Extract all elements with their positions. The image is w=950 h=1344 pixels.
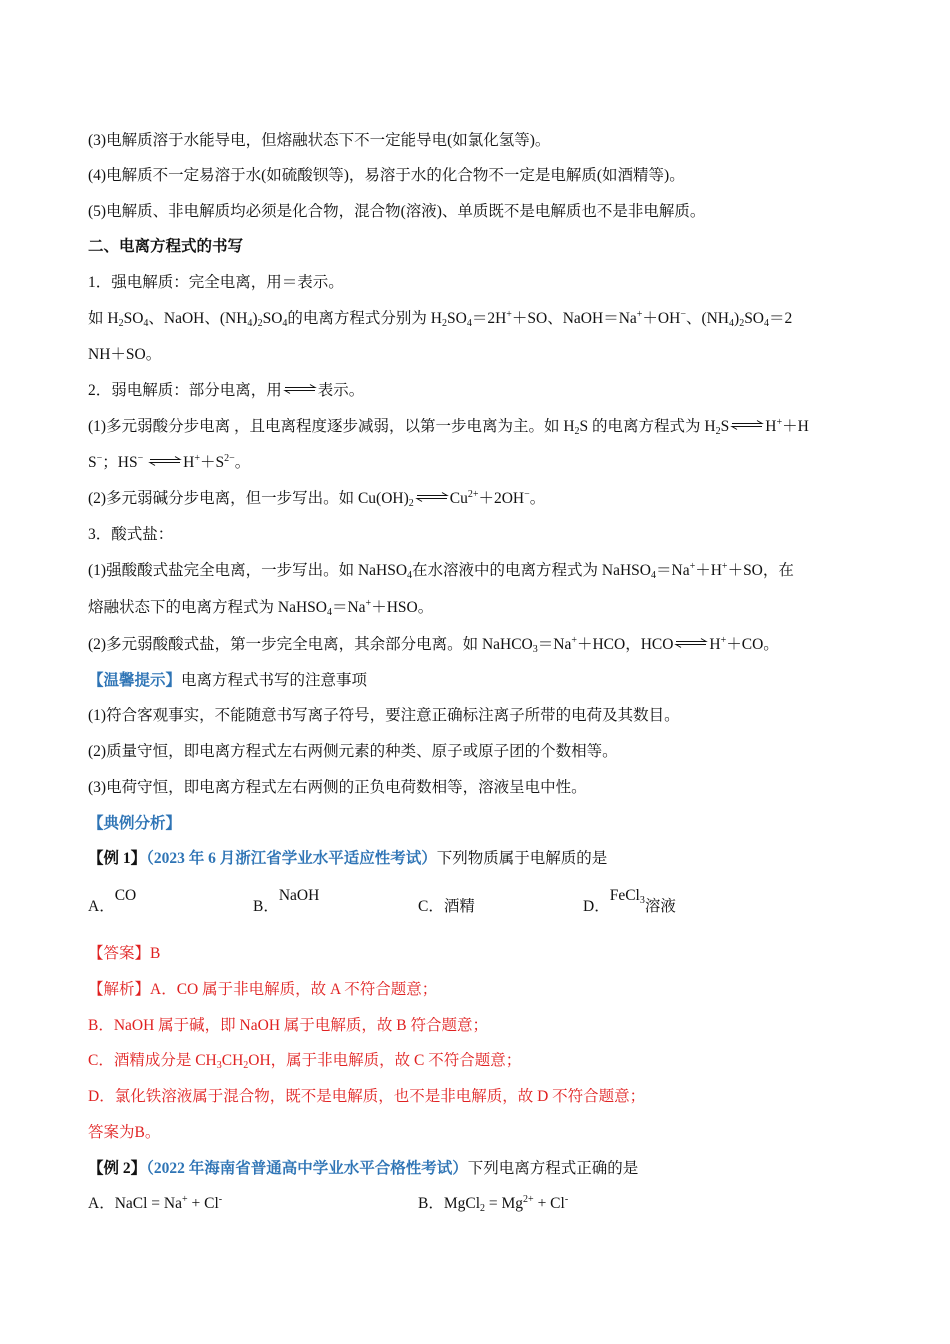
- weak-acid-salt-line: (2)多元弱酸酸式盐，第一步完全电离，其余部分电离。如 NaHCO$_3$＝Na+＋HCO，HCO H+＋CO。: [88, 635, 779, 655]
- example-1-option-b[interactable]: B．NaOH: [253, 887, 320, 915]
- weak-base-line: (2)多元弱碱分步电离，但一步写出。如 $Cu(OH)_2$ $Cu^{2+}+2OH^-$。: [88, 489, 546, 509]
- tip-label: 【温馨提示】: [88, 672, 182, 689]
- section-heading: 二、电离方程式的书写: [88, 238, 244, 255]
- strong-electrolyte-example: 如 $H_2SO_4$、NaOH、$(NH_4)_2SO_4$的电离方程式分别为 $H_2SO_4=2H^++SO$、NaOH＝Na+＋OH−、$(NH_4)_2SO_4=2$: [88, 309, 793, 329]
- weak-acid-line: (1)多元弱酸分步电离 ，且电离程度逐步减弱，以第一步电离为主。如 $H_2S$ 的电离方程式为 $H_2S$ H+＋H: [88, 417, 809, 437]
- equilibrium-arrow-icon: [730, 420, 764, 430]
- example-1-analysis-d: D．氯化铁溶液属于混合物，既不是电解质，也不是非电解质，故 D 不符合题意；: [88, 1088, 646, 1105]
- example-1-option-a[interactable]: A．CO: [88, 887, 137, 915]
- equilibrium-arrow-icon: [415, 492, 449, 502]
- example-2-option-b[interactable]: B．MgCl$_2$ = $Mg^{2+} + Cl^-$: [418, 1194, 569, 1214]
- weak-electrolyte-title: 2．弱电解质：部分电离，用 表示。: [88, 382, 365, 399]
- equilibrium-arrow-icon: [148, 456, 182, 466]
- example-2-option-a[interactable]: A．NaCl = Na+ + Cl-: [88, 1194, 223, 1212]
- strong-acid-salt-line-cont: 熔融状态下的电离方程式为 NaHSO$_4$＝Na+＋HSO。: [88, 598, 434, 618]
- example-1-answer: 【答案】B: [88, 945, 161, 962]
- note-3: (3)电解质溶于水能导电，但熔融状态下不一定能导电(如氯化氢等)。: [88, 132, 551, 149]
- strong-electrolyte-example-cont: NH＋SO。: [88, 346, 162, 363]
- example-1-analysis-a: 【解析】A．CO 属于非电解质，故 A 不符合题意；: [88, 981, 438, 998]
- example-1-option-c[interactable]: C．酒精: [418, 898, 475, 915]
- strong-acid-salt-line: (1)强酸酸式盐完全电离，一步写出。如 NaHSO$_4$在水溶液中的电离方程式为 NaHSO$_4$＝Na+＋H+＋SO，在: [88, 561, 794, 581]
- example-1-source: （2023 年 6 月浙江省学业水平适应性考试）: [146, 850, 437, 867]
- note-5: (5)电解质、非电解质均必须是化合物，混合物(溶液)、单质既不是电解质也不是非电解质。: [88, 203, 706, 220]
- example-1-analysis-b: B．NaOH 属于碱，即 NaOH 属于电解质，故 B 符合题意；: [88, 1017, 488, 1034]
- example-1-analysis-c: C．酒精成分是 $CH_3CH_2OH$，属于非电解质，故 C 不符合题意；: [88, 1052, 522, 1071]
- example-2-source: （2022 年海南省普通高中学业水平合格性考试）: [146, 1160, 468, 1177]
- tip-item-3: (3)电荷守恒，即电离方程式左右两侧的正负电荷数相等，溶液呈电中性。: [88, 779, 587, 796]
- note-4: (4)电解质不一定易溶于水(如硫酸钡等)，易溶于水的化合物不一定是电解质(如酒精等)。: [88, 167, 685, 184]
- examples-heading: 【典例分析】: [88, 815, 182, 832]
- example-1-analysis-e: 答案为B。: [88, 1124, 161, 1141]
- equilibrium-arrow-icon: [283, 384, 317, 394]
- example-2-question: 【例 2】（2022 年海南省普通高中学业水平合格性考试）下列电离方程式正确的是: [88, 1160, 639, 1177]
- acid-salt-title: 3．酸式盐：: [88, 526, 174, 543]
- equilibrium-arrow-icon: [674, 638, 708, 648]
- tip-item-2: (2)质量守恒，即电离方程式左右两侧元素的种类、原子或原子团的个数相等。: [88, 743, 618, 760]
- example-1-question: 【例 1】（2023 年 6 月浙江省学业水平适应性考试）下列物质属于电解质的是: [88, 850, 608, 867]
- tip-line: 【温馨提示】电离方程式书写的注意事项: [88, 672, 368, 689]
- example-1-option-d[interactable]: D．FeCl$_3$溶液: [583, 887, 676, 915]
- weak-acid-line-cont: S−；HS− $H^++S^{2-}$。: [88, 453, 251, 471]
- tip-item-1: (1)符合客观事实，不能随意书写离子符号，要注意正确标注离子所带的电荷及其数目。: [88, 707, 680, 724]
- strong-electrolyte-title: 1．强电解质：完全电离，用＝表示。: [88, 274, 344, 291]
